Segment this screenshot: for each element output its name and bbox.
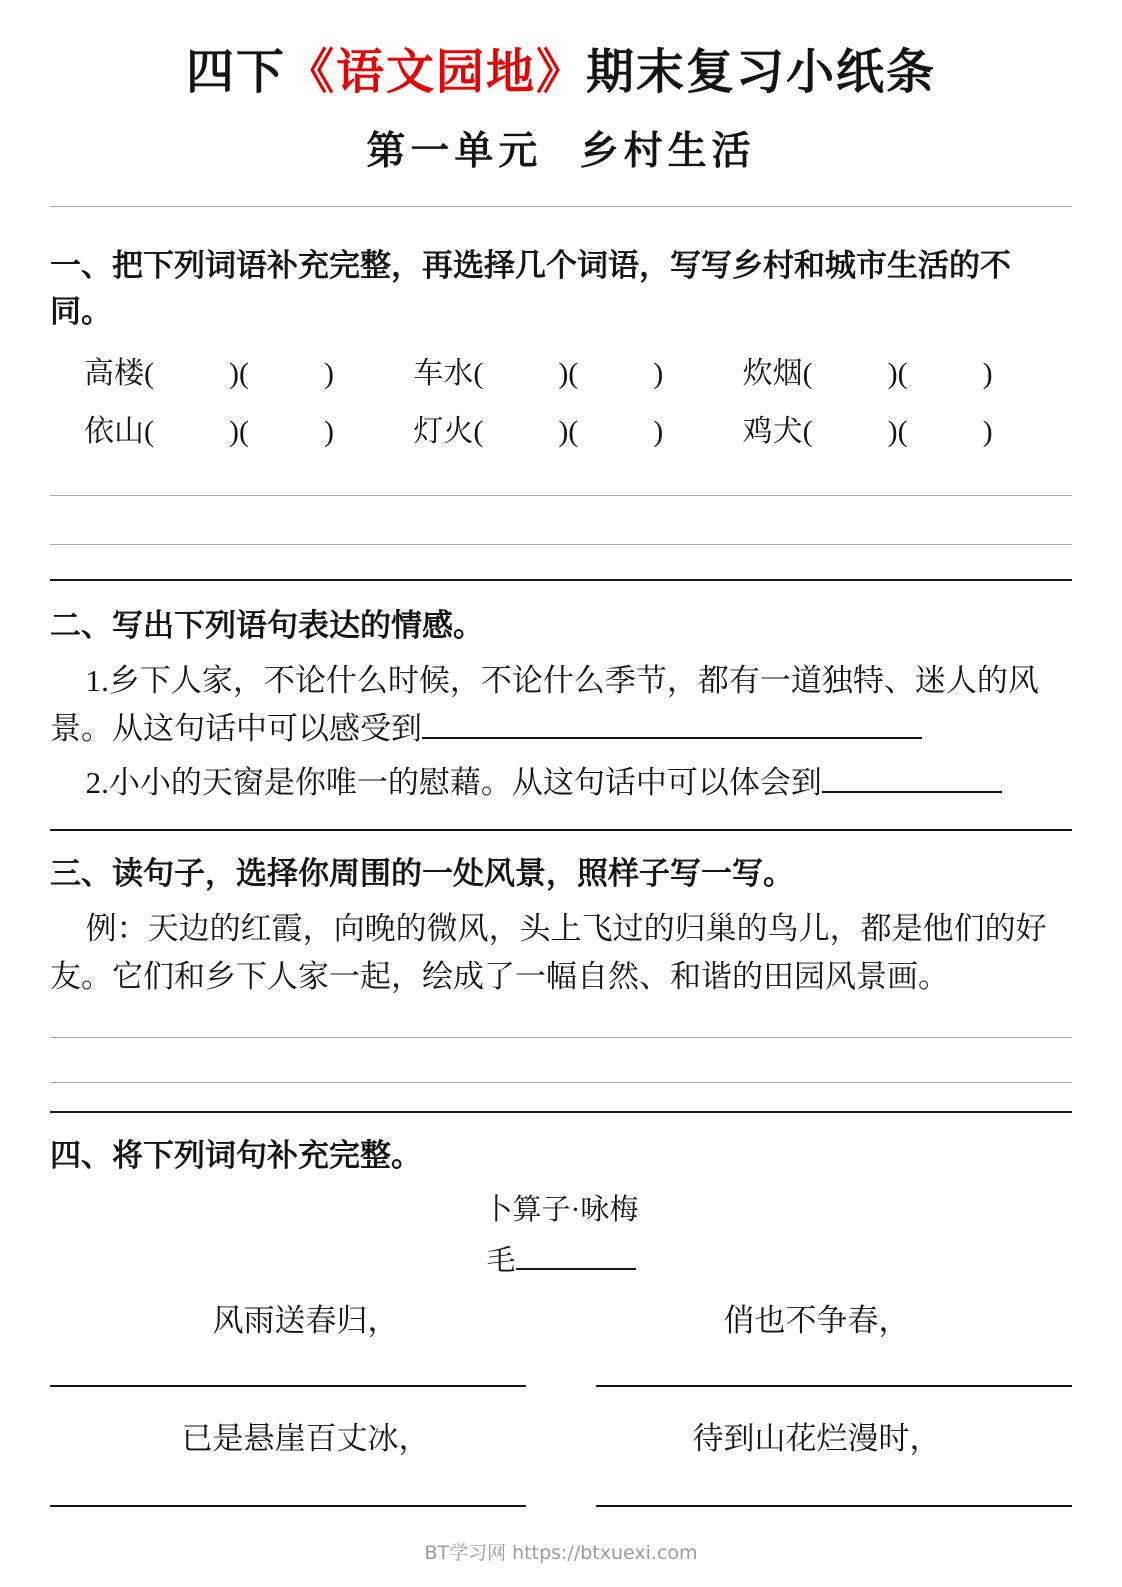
question-2-text: 2.小小的天窗是你唯一的慰藉。从这句话中可以体会到 [85, 765, 822, 800]
header-divider [50, 206, 1072, 207]
section-two-heading: 二、写出下列语句表达的情感。 [50, 608, 484, 644]
poem-line: 待到山花烂漫时， [692, 1421, 941, 1456]
section-two [50, 603, 1072, 831]
page-title-suffix: 期末复习小纸条 [586, 44, 937, 100]
poem-title: 卜算子·咏梅 [483, 1194, 639, 1226]
fill-in-blank [516, 1240, 636, 1270]
poem-row [50, 1415, 1072, 1463]
question-2 [50, 759, 1072, 807]
example-sentence: 例：天边的红霞，向晚的微风，头上飞过的归巢的鸟儿，都是他们的好友。它们和乡下人家一起，绘成了一幅自然、和谐的田园风景画。 [50, 911, 1047, 994]
word-cell: 灯火( )( ) [413, 415, 664, 448]
answer-line [50, 1505, 526, 1507]
footer-credit: BT学习网 https://btxuexi.com [424, 1542, 698, 1564]
question-1 [50, 657, 1072, 753]
answer-line [50, 1385, 526, 1387]
section-divider [50, 579, 1072, 581]
poem-row [50, 1297, 1072, 1345]
fill-in-blank [822, 760, 1002, 793]
poem-author-text: 毛 [486, 1245, 516, 1277]
section-four-heading: 四、将下列词句补充完整。 [50, 1138, 422, 1174]
section-three-heading: 三、读句子，选择你周围的一处风景，照样子写一写。 [50, 856, 794, 892]
poem-author-line [50, 1239, 1072, 1283]
answer-line [50, 495, 1072, 496]
unit-subtitle: 第一单元 乡村生活 [366, 129, 756, 174]
answer-line [50, 1082, 1072, 1083]
poem-answer-row [50, 1505, 1072, 1507]
page-title [50, 44, 1072, 100]
section-divider [50, 1111, 1072, 1113]
poem-answer-row [50, 1385, 1072, 1387]
poem-line: 风雨送春归， [212, 1303, 399, 1338]
word-cell: 依山( )( ) [84, 415, 334, 448]
answer-line [50, 544, 1072, 545]
word-completion-grid [50, 351, 1072, 455]
question-1-text: 1.乡下人家，不论什么时候，不论什么季节，都有一道独特、迷人的风景。从这句话中可以感受到 [50, 663, 1039, 746]
word-cell: 高楼( )( ) [84, 357, 334, 390]
word-cell: 炊烟( )( ) [742, 357, 993, 390]
fill-in-blank [422, 706, 922, 739]
section-one-heading: 一、把下列词语补充完整，再选择几个词语，写写乡村和城市生活的不同。 [50, 248, 1011, 330]
answer-line [50, 829, 1072, 831]
word-cell: 车水( )( ) [413, 357, 664, 390]
poem-line: 俏也不争春， [723, 1303, 910, 1338]
word-cell: 鸡犬( )( ) [742, 415, 993, 448]
section-four [50, 1133, 1072, 1507]
answer-line [50, 1037, 1072, 1038]
page-title-prefix: 四下 [185, 44, 286, 100]
page-title-highlight: 《语文园地》 [285, 44, 586, 100]
answer-line [596, 1385, 1072, 1387]
poem-line: 已是悬崖百丈冰， [181, 1421, 430, 1456]
answer-line [596, 1505, 1072, 1507]
section-one [50, 243, 1072, 545]
section-three [50, 851, 1072, 1083]
